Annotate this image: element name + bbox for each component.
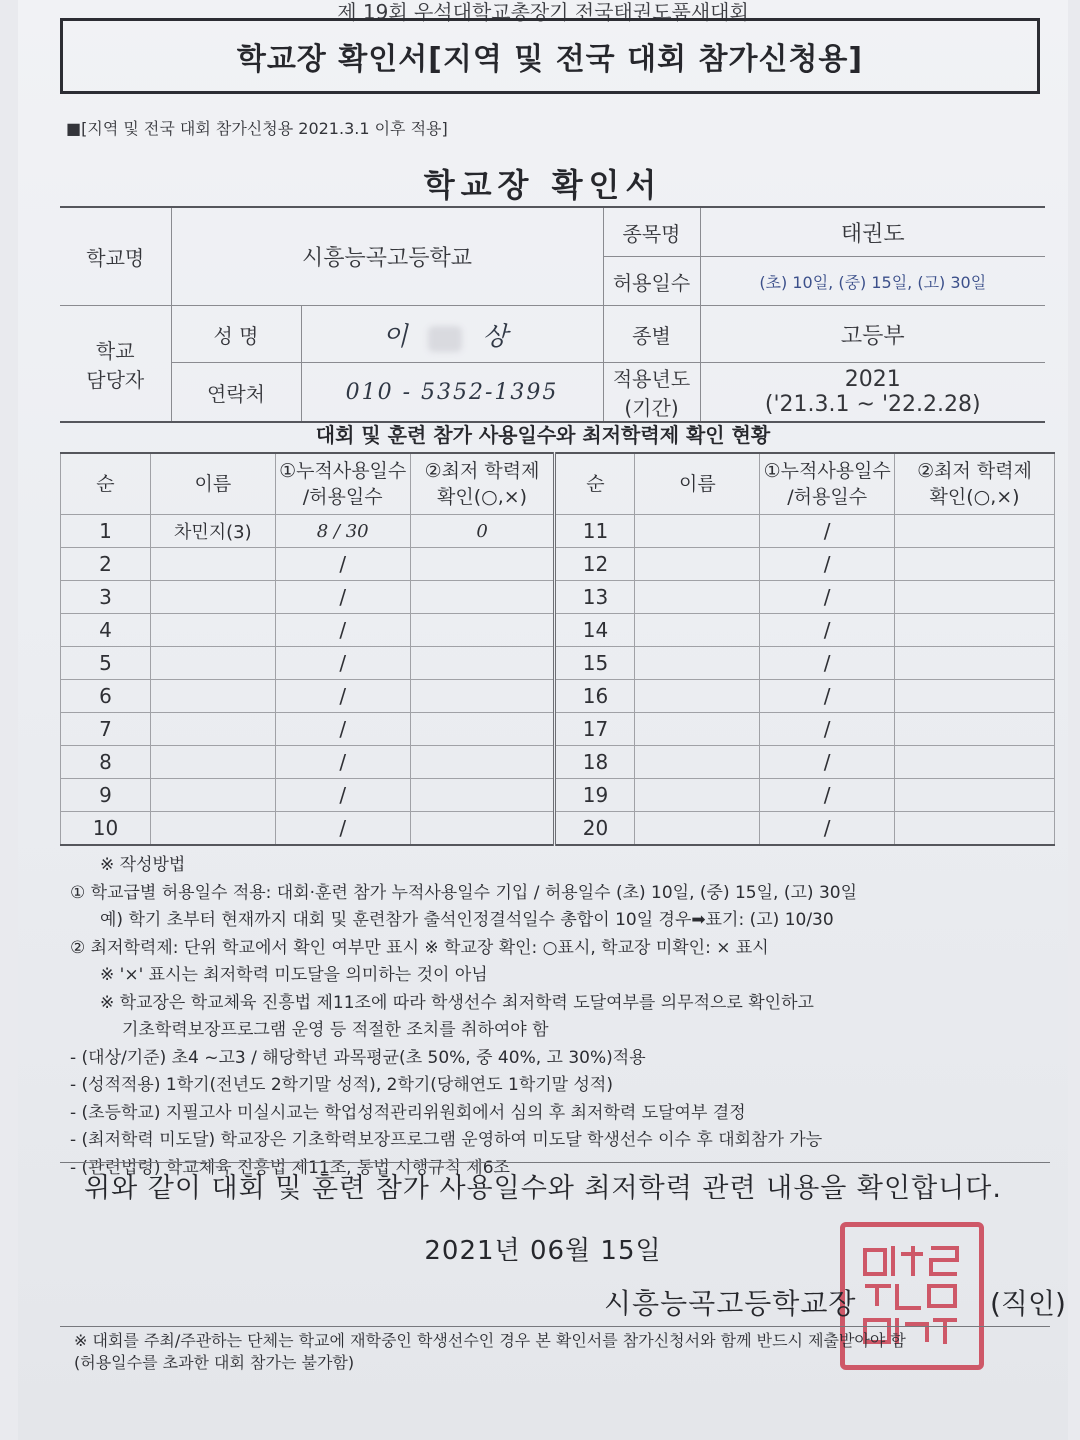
row-check [895,515,1055,548]
row-no: 4 [61,614,151,647]
table-row [61,746,1055,779]
usage-table [60,452,1055,846]
instruction-line: - (대상/기준) 초4 ~고3 / 해당학년 과목평균(초 50%, 중 40%, 고 30%)적용 [70,1047,646,1068]
row-name [635,614,760,647]
footer-note [74,1330,1074,1374]
contact-label: 연락처 [171,363,301,423]
row-days: 8 / 30 [275,515,410,548]
row-check [410,581,555,614]
table-row [61,779,1055,812]
instruction-heading: ※ 작성방법 [100,855,186,875]
row-days: / [275,680,410,713]
table-row [61,548,1055,581]
row-check [410,713,555,746]
manager-label [60,306,171,423]
row-days: / [760,746,895,779]
instruction-line: ② 최저학력제: 단위 학교에서 확인 여부만 표시 ※ 학교장 확인: ○표시, 학교장 미확인: × 표시 [70,937,769,958]
row-days: / [275,713,410,746]
instruction-line: ① 학교급별 허용일수 적용: 대회·훈련 참가 누적사용일수 기입 / 허용일수 (초) 10일, (중) 15일, (고) 30일 [70,882,858,903]
row-no: 3 [61,581,151,614]
contact-value [301,363,603,423]
allowed-days-value: (초) 10일, (중) 15일, (고) 30일 [700,257,1045,306]
header-seq-left: 순 [61,453,151,515]
row-days: / [275,812,410,846]
table-row [61,515,1055,548]
row-days: / [275,581,410,614]
row-days: / [275,779,410,812]
row-check [410,647,555,680]
row-no: 7 [61,713,151,746]
year-value: 2021 [844,367,901,392]
row-no: 17 [555,713,635,746]
divider [60,1326,1050,1327]
category-label: 종별 [603,306,700,363]
row-check [895,812,1055,846]
table-row [61,680,1055,713]
row-name [150,647,275,680]
title-box: 학교장 확인서[지역 및 전국 대회 참가신청용] [60,18,1040,94]
document-paper [18,0,1068,1440]
row-check [895,548,1055,581]
row-no: 16 [555,680,635,713]
table-row [61,581,1055,614]
row-name [150,779,275,812]
year-value-cell [700,363,1045,423]
row-check [410,614,555,647]
contact-phone: 010 - 5352-1395 [345,379,559,405]
table-row [61,812,1055,846]
row-no: 1 [61,515,151,548]
row-check [895,614,1055,647]
row-name [150,614,275,647]
header-min-line1: ②최저 학력제 [424,460,540,482]
year-label-line1: 적용년도 [612,367,691,391]
table-row [61,614,1055,647]
row-days: / [760,515,895,548]
row-name: 차민지(3) [150,515,275,548]
row-days: / [275,647,410,680]
confirmation-text: 위와 같이 대회 및 훈련 참가 사용일수와 최저학력 관련 내용을 확인합니다. [84,1173,1002,1204]
footer-line-2: (허용일수를 초과한 대회 참가는 불가함) [74,1353,355,1372]
row-days: / [760,680,895,713]
header-days-left [275,453,410,515]
header-days-line2: /허용일수 [787,486,868,508]
name-char-1: 이 [382,321,422,352]
manager-label-line1: 학교 [95,338,135,363]
row-days: / [760,614,895,647]
row-name [150,746,275,779]
period-value: ('21.3.1 ~ '22.2.28) [764,392,981,417]
instruction-line: ※ '×' 표시는 최저학력 미도달을 의미하는 것이 아님 [100,965,488,985]
row-no: 8 [61,746,151,779]
row-name [150,581,275,614]
row-name [150,812,275,846]
info-table [60,206,1045,423]
document-heading: 학교장 확인서 [423,166,663,204]
table-row [61,713,1055,746]
header-days-line1: ①누적사용일수 [279,460,407,482]
name-label: 성 명 [171,306,301,363]
row-no: 12 [555,548,635,581]
instructions [70,852,1060,1182]
row-name [635,548,760,581]
school-label: 학교명 [60,207,171,306]
instruction-line: - (관련법령) 학교체육 진흥법 제11조, 동법 시행규칙 제6조 [70,1157,510,1178]
row-name [150,548,275,581]
row-no: 5 [61,647,151,680]
row-name [635,812,760,846]
instruction-line: 기초학력보장프로그램 운영 등 적절한 조치를 취하여야 함 [122,1020,549,1040]
row-check [410,680,555,713]
instruction-line: 예) 학기 초부터 현재까지 대회 및 훈련참가 출석인정결석일수 총합이 10일 경우➡표기: (고) 10/30 [100,910,834,930]
redacted-char [428,326,462,352]
instruction-line: ※ 학교장은 학교체육 진흥법 제11조에 따라 학생선수 최저학력 도달여부를 의무적으로 확인하고 [100,992,814,1013]
header-days-line2: /허용일수 [302,486,383,508]
row-check [410,812,555,846]
status-heading: 대회 및 훈련 참가 사용일수와 최저학력제 확인 현황 [315,423,771,447]
category-value: 고등부 [700,306,1045,363]
manager-label-line2: 담당자 [86,367,145,392]
row-check [410,746,555,779]
principal-name: 시흥능곡고등학교장 [604,1287,857,1320]
divider [60,1162,1050,1163]
row-check [895,647,1055,680]
header-min-right [895,453,1055,515]
row-name [150,713,275,746]
instruction-line: - (초등학교) 지필고사 미실시교는 학업성적관리위원회에서 심의 후 최저학력 도달여부 결정 [70,1102,746,1123]
event-value: 태권도 [700,207,1045,257]
header-name-right: 이름 [635,453,760,515]
header-days-right [760,453,895,515]
row-name [635,581,760,614]
row-days: / [760,548,895,581]
row-name [635,779,760,812]
header-min-line2: 확인(○,×) [929,486,1020,508]
row-check [895,746,1055,779]
row-no: 10 [61,812,151,846]
row-no: 11 [555,515,635,548]
row-no: 19 [555,779,635,812]
footer-line-1: ※ 대회를 주최/주관하는 단체는 학교에 재학중인 학생선수인 경우 본 확인서를 참가신청서와 함께 반드시 제출받아야 함 [74,1331,906,1350]
header-seq-right: 순 [555,453,635,515]
row-name [635,746,760,779]
row-days: / [760,812,895,846]
header-name-left: 이름 [150,453,275,515]
row-no: 9 [61,779,151,812]
row-no: 6 [61,680,151,713]
table-header-row [61,453,1055,515]
row-name [150,680,275,713]
name-value [301,306,603,363]
row-days: / [275,548,410,581]
year-label [603,363,700,423]
issue-date: 2021년 06월 15일 [424,1236,662,1266]
row-no: 18 [555,746,635,779]
row-name [635,647,760,680]
row-check [410,779,555,812]
header-min-left [410,453,555,515]
row-name [635,680,760,713]
row-days: / [275,614,410,647]
event-label: 종목명 [603,207,700,257]
row-no: 14 [555,614,635,647]
row-check [895,779,1055,812]
header-min-line1: ②최저 학력제 [917,460,1032,482]
school-value: 시흥능곡고등학교 [171,207,603,306]
row-name [635,515,760,548]
row-check: 0 [410,515,555,548]
row-days: / [760,647,895,680]
row-days: / [760,581,895,614]
year-label-line2: (기간) [624,396,679,420]
row-no: 20 [555,812,635,846]
row-days: / [275,746,410,779]
row-check [410,548,555,581]
row-check [895,680,1055,713]
row-check [895,581,1055,614]
row-days: / [760,779,895,812]
table-row [61,647,1055,680]
applicability-note: ■[지역 및 전국 대회 참가신청용 2021.3.1 이후 적용] [66,119,448,138]
row-no: 2 [61,548,151,581]
name-char-3: 상 [482,321,522,352]
instruction-line: - (최저학력 미도달) 학교장은 기초학력보장프로그램 운영하여 미도달 학생선수 이수 후 대회참가 가능 [70,1130,823,1150]
header-min-line2: 확인(○,×) [437,486,528,508]
header-days-line1: ①누적사용일수 [763,460,891,482]
instruction-line: - (성적적용) 1학기(전년도 2학기말 성적), 2학기(당해연도 1학기말 성적) [70,1075,613,1095]
row-check [895,713,1055,746]
row-no: 15 [555,647,635,680]
competition-caption: 제 19회 우석대학교총장기 전국태권도품새대회 [337,0,749,24]
row-days: / [760,713,895,746]
row-name [635,713,760,746]
row-no: 13 [555,581,635,614]
seal-note: (직인) [990,1287,1066,1320]
allowed-days-label: 허용일수 [603,257,700,306]
